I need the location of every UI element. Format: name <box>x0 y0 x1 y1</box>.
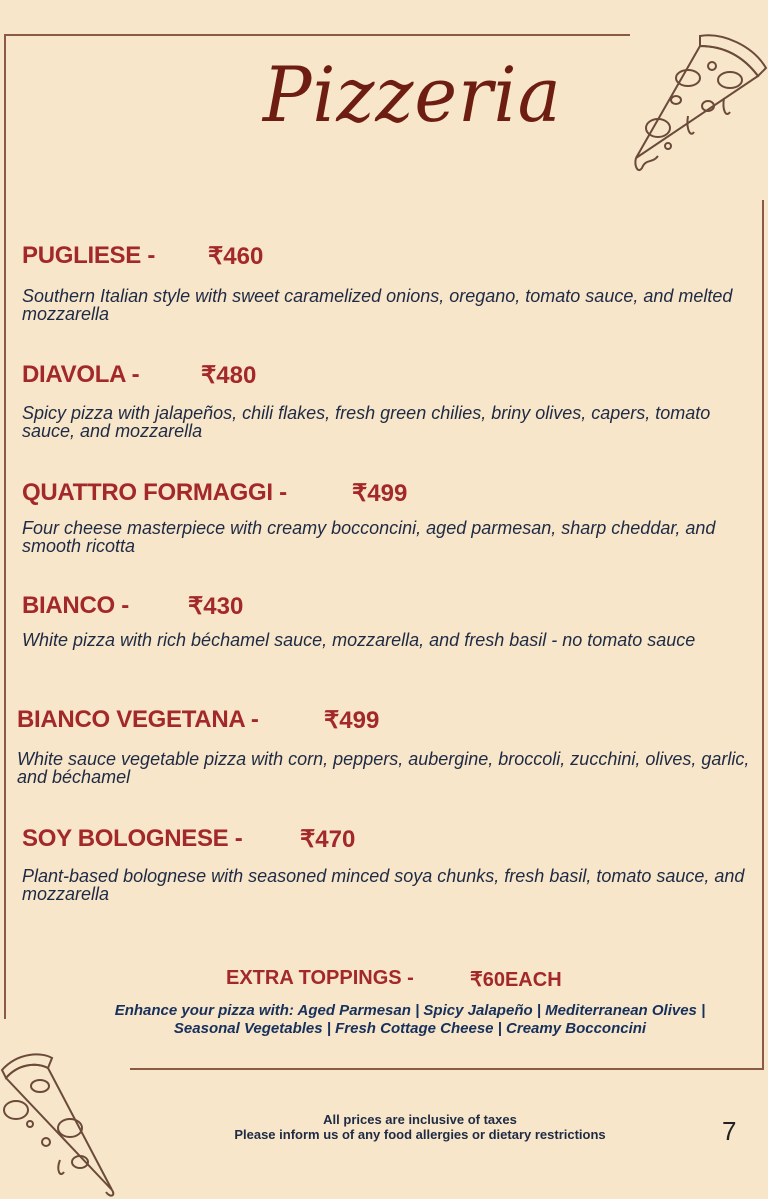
menu-item-name: BIANCO VEGETANA - <box>17 706 259 733</box>
menu-item-description: White pizza with rich béchamel sauce, mozzarella, and fresh basil - no tomato sauce <box>22 630 696 650</box>
extra-toppings-description: Enhance your pizza with: Aged Parmesan | Spicy Jalapeño | Mediterranean Olives | Seasonal Vegetables | Fresh Cottage Cheese | Creamy Bocconcini <box>114 1002 706 1037</box>
menu-item-description: Spicy pizza with jalapeños, chili flakes, fresh green chilies, briny olives, capers, tomato sauce, and mozzarella <box>22 403 711 441</box>
menu-item-price: ₹460 <box>208 243 264 270</box>
extra-toppings-price: ₹60EACH <box>470 969 562 991</box>
menu-item-name: DIAVOLA - <box>22 361 140 388</box>
menu-item-description: Plant-based bolognese with seasoned minced soya chunks, fresh basil, tomato sauce, and mozzarella <box>22 866 745 904</box>
menu-item-name: SOY BOLOGNESE - <box>22 825 243 852</box>
menu-item-price: ₹470 <box>300 826 356 853</box>
menu-item-price: ₹499 <box>324 707 380 734</box>
menu-item-description: White sauce vegetable pizza with corn, peppers, aubergine, broccoli, zucchini, olives, garlic, and béchamel <box>17 749 750 787</box>
page-title: Pizzeria <box>262 50 562 139</box>
footer-allergy-note: Please inform us of any food allergies or dietary restrictions <box>234 1127 606 1142</box>
page-number: 7 <box>722 1116 737 1146</box>
menu-item-name: QUATTRO FORMAGGI - <box>22 479 287 506</box>
frame-line-right <box>762 200 764 1070</box>
menu-item-price: ₹480 <box>201 362 257 389</box>
frame-line-bottom <box>130 1068 764 1070</box>
menu-item-price: ₹430 <box>188 593 244 620</box>
menu-item-price: ₹499 <box>352 480 408 507</box>
footer-tax-note: All prices are inclusive of taxes <box>323 1112 517 1127</box>
pizza-slice-icon <box>628 28 768 178</box>
menu-item-name: PUGLIESE - <box>22 242 156 269</box>
menu-item-description: Four cheese masterpiece with creamy bocconcini, aged parmesan, sharp cheddar, and smooth ricotta <box>22 518 716 556</box>
menu-item-description: Southern Italian style with sweet caramelized onions, oregano, tomato sauce, and melted mozzarella <box>22 286 733 324</box>
menu-item-name: BIANCO - <box>22 592 129 619</box>
pizza-slice-icon <box>0 1050 120 1198</box>
frame-line-top <box>4 34 630 36</box>
frame-line-left <box>4 34 6 1019</box>
footer-note <box>160 1112 680 1142</box>
extra-toppings-title: EXTRA TOPPINGS - <box>226 967 414 989</box>
